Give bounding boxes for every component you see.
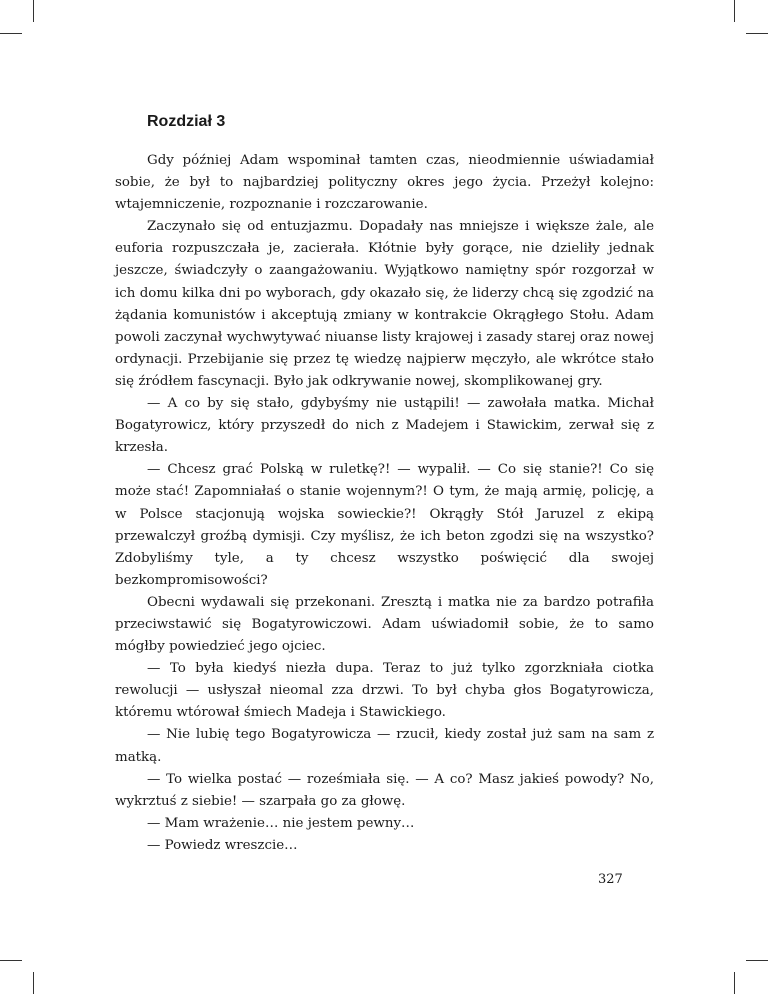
paragraph: — To wielka postać — roześmiała się. — A co? Masz jakieś powody? No, wykrztuś z siebie! — szarpała go za głowę. xyxy=(115,771,654,809)
paragraph: Obecni wydawali się przekonani. Zresztą i matka nie za bardzo potrafiła przeciwstawić się Bogatyrowiczowi. Adam uświadomił sobie, że to samo mógłby powiedzieć jego ojciec. xyxy=(115,594,654,655)
crop-mark-bottom-left-h xyxy=(0,960,22,961)
chapter-title: Rozdział 3 xyxy=(147,113,226,130)
paragraph: — A co by się stało, gdybyśmy nie ustąpili! — zawołała matka. Michał Bogatyrowicz, który przyszedł do nich z Madejem i Stawickim, zerwał się z krzesła. xyxy=(115,396,654,456)
paragraph: — Powiedz wreszcie… xyxy=(147,837,298,853)
paragraph: — Mam wrażenie… nie jestem pewny… xyxy=(147,815,415,831)
crop-mark-top-left-h xyxy=(0,33,22,34)
paragraph: Gdy później Adam wspominał tamten czas, nieodmiennie uświadamiał sobie, że był to najbardziej polityczny okres jego życia. Przeżył kolejno: wtajemniczenie, rozpoznanie i rozczarowanie. xyxy=(115,153,654,213)
crop-mark-bottom-left-v xyxy=(33,972,34,994)
body-text xyxy=(115,150,654,857)
page-number: 327 xyxy=(598,872,623,887)
crop-mark-top-right-v xyxy=(734,0,735,22)
paragraph: — To była kiedyś niezła dupa. Teraz to już tylko zgorzkniała ciotka rewolucji — usłyszał nieomal zza drzwi. To był chyba głos Bogatyrowicza, któremu wtórował śmiech Madeja i Stawickiego. xyxy=(115,661,654,721)
paragraph: — Nie lubię tego Bogatyrowicza — rzucił, kiedy został już sam na sam z matką. xyxy=(115,727,654,765)
paragraph: Zaczynało się od entuzjazmu. Dopadały nas mniejsze i większe żale, ale euforia rozpuszczała je, zacierała. Kłótnie były gorące, nie dzieliły jednak jeszcze, świadczyły o zaangażowaniu. Wyjątkowo namiętny spór rozgorzał w ich domu kilka dni po wyborach, gdy okazało się, że liderzy chcą się zgodzić na żądania komunistów i akceptują zmiany w kontrakcie Okrągłego Stołu. Adam powoli zaczynał wychwytywać niuanse listy krajowej i zasady starej oraz nowej ordynacji. Przebijanie się przez tę wiedzę najpierw męczyło, ale wkrótce stało się źródłem fascynacji. Było jak odkrywanie nowej, skomplikowanej gry. xyxy=(115,219,654,389)
paragraph: — Chcesz grać Polską w ruletkę?! — wypalił. — Co się stanie?! Co się może stać! Zapomniałaś o stanie wojennym?! O tym, że mają armię, policję, a w Polsce stacjonują wojska sowieckie?! Okrągły Stół Jaruzel z ekipą przewalczył groźbą dymisji. Czy myślisz, że ich beton zgodzi się na wszystko? Zdobyliśmy tyle, a ty chcesz wszystko poświęcić dla swojej bezkompromisowości? xyxy=(115,462,654,588)
crop-mark-top-right-h xyxy=(746,33,768,34)
crop-mark-top-left-v xyxy=(33,0,34,22)
crop-mark-bottom-right-v xyxy=(734,972,735,994)
crop-mark-bottom-right-h xyxy=(746,960,768,961)
